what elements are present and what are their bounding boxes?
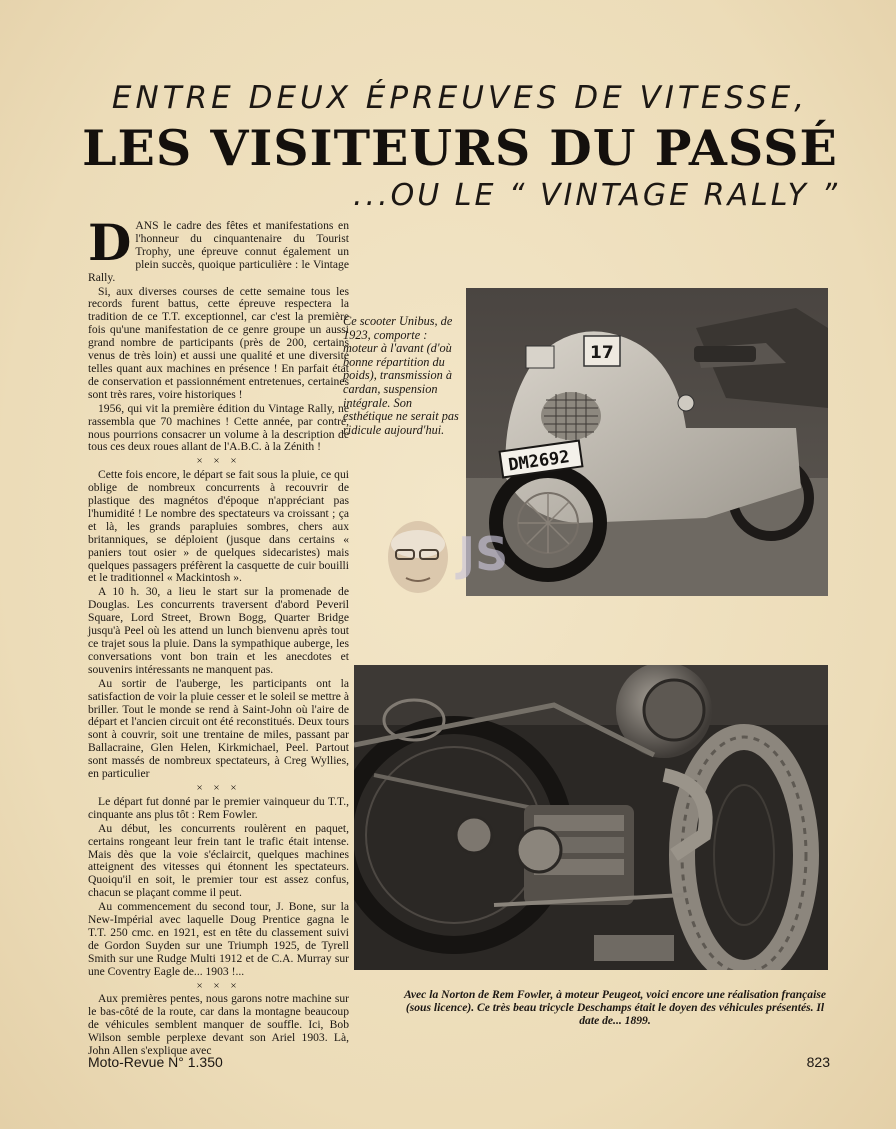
article-kicker: ENTRE DEUX ÉPREUVES DE VITESSE, (111, 80, 809, 116)
paragraph-9: Au commencement du second tour, J. Bone, sur la New-Impérial avec laquelle Doug Prentice gagna le T.T. 250 cmc. en 1921, est en tête du classement suivi de Gordon Suyden sur une Triumph 1925, de Tyrell Smith sur une Rudge Multi 1912 et de C.A. Murray sur une Coventry Eagle de... 1903 !... (88, 900, 349, 978)
article-body (88, 213, 349, 1059)
tricycle-photo (354, 665, 828, 970)
watermark-portrait (378, 512, 528, 612)
license-plate: DM2692 (507, 447, 571, 476)
paragraph-7: Le départ fut donné par le premier vainqueur du T.T., cinquante ans plus tôt : Rem Fowler. (88, 794, 349, 821)
drop-cap: D (88, 213, 132, 272)
section-separator: × × × (196, 455, 241, 468)
article-subtitle: ...OU LE “ VINTAGE RALLY ” (353, 178, 840, 213)
paragraph-2: Si, aux diverses courses de cette semaine tous les records furent battus, cette épreuve respectera la tradition de ce T.T. exceptionnel, car c'est la première fois qu'une manifestation de ce genre groupe un aussi grand nombre de participants (près de 200, certains venus de très loin) et aussi une qualité et une diversité telles quant aux machines en présence ! En parfait état de conservation et passionnément entretenues, certaines sont très rares, voire historiques ! (88, 284, 349, 401)
tricycle-illustration (354, 665, 828, 970)
paragraph-4: Cette fois encore, le départ se fait sous la pluie, ce qui oblige de nombreux concurrents à recouvrir de plastique des magnétos d'époque n'appréciant pas l'humidité ! Le nombre des spectateurs va croissant ; ça et là, les grands parapluies sombres, chers aux britanniques, se déploient (jusque dans certains « paniers tout osier » de quelques sidecaristes) mais quelques passagers préfèrent la casquette de cuir bouilli et le traditionnel « Mackintosh ». (88, 468, 349, 585)
article-title: LES VISITEURS DU PASSÉ (82, 119, 838, 177)
section-separator: × × × (196, 979, 241, 992)
tricycle-caption: Avec la Norton de Rem Fowler, à moteur Peugeot, voici encore une réalisation française (sous licence). Ce très beau tricycle Deschamps était le doyen des véhicules présentés. Il date de... 1899. (404, 988, 826, 1028)
scooter-caption: Ce scooter Unibus, de 1923, comporte : moteur à l'avant (d'où bonne répartition du poids), transmission à cardan, suspension intégrale. Son esthétique ne serait pas ridicule aujourd'hui. (343, 314, 459, 437)
section-separator: × × × (196, 781, 241, 794)
footer-magazine-issue: Moto-Revue N° 1.350 (88, 1054, 223, 1070)
svg-text:JS: JS (458, 527, 509, 581)
paragraph-1: DANS le cadre des fêtes et manifestations en l'honneur du cinquantenaire du Tourist Trophy, une épreuve connut également un plein succès, quoique particulière : le Vintage Rally. (88, 213, 349, 284)
paragraph-8: Au début, les concurrents roulèrent en paquet, certains rongeant leur frein tant le trafic était intense. Mais dès que la voie s'éclaircit, quelques machines atteignent des vitesses qui étonnent les spectateurs. Quoiqu'il en soit, le premier tour est assez confus, chacun se plaçant comme il peut. (88, 821, 349, 900)
watermark-graphic (378, 512, 528, 612)
footer-page-number: 823 (806, 1054, 830, 1070)
race-number: 17 (590, 343, 614, 363)
paragraph-3: 1956, qui vit la première édition du Vintage Rally, ne rassembla que 70 machines ! Cette année, par contre, nous pourrions consacrer un volume à la description de tous ces deux roues allant de l'A.B.C. à la Zénith ! (88, 401, 349, 454)
paragraph-5: A 10 h. 30, a lieu le start sur la promenade de Douglas. Les concurrents traversent d'abord Peveril Square, Lord Street, Brown Bogg, Quarter Bridge jusqu'à Peel où les attend un lunch bienvenu après tout ce trajet sous la pluie. Dans la sympathique auberge, les conversations vont bon train et les anecdotes et souvenirs intéressants ne manquent pas. (88, 585, 349, 676)
paragraph-6: Au sortir de l'auberge, les participants ont la satisfaction de voir la pluie cesser et le soleil se mettre à briller. Tout le monde se rend à Saint-John où l'aire de départ et l'ancien circuit ont été reconstitués. Deux tours sont à couvrir, soit une trentaine de miles, passant par Ballacraine, Glen Helen, Kirkmichael, Peel. Partout sont massés de nombreux spectateurs, à Creg Wyllies, en particulier (88, 676, 349, 781)
paragraph-10: Aux premières pentes, nous garons notre machine sur le bas-côté de la route, car dans la montagne beaucoup de véhicules semblent manquer de souffle. Ici, Bob Wilson semble perplexe devant son Ariel 1903. Là, John Allen s'explique avec (88, 992, 349, 1058)
